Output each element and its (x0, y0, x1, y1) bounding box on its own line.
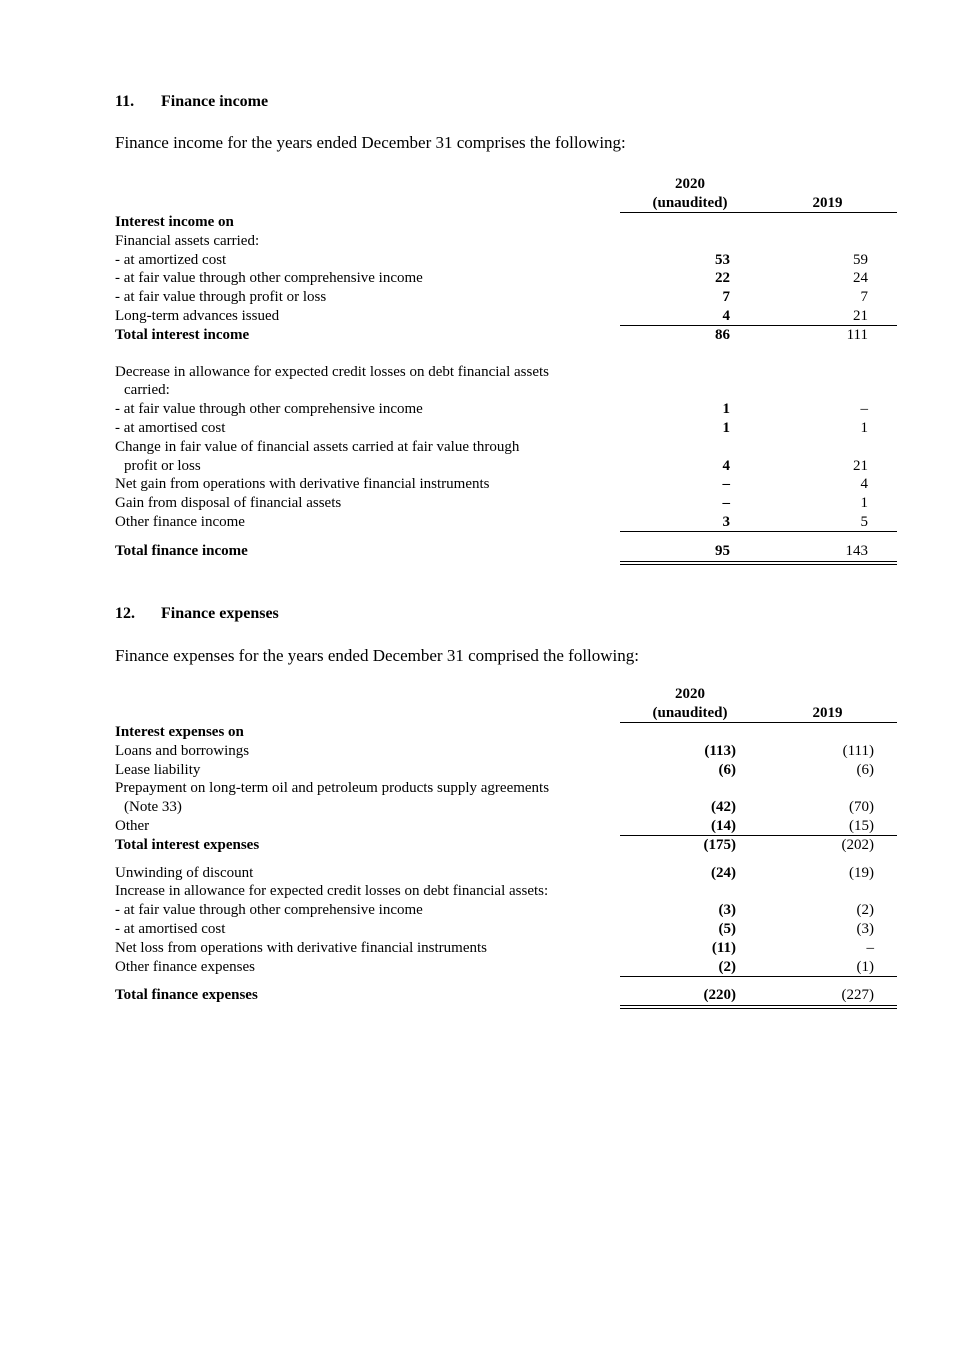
col-2020-header (620, 685, 760, 722)
value-2019: 111 (846, 326, 868, 343)
row-label: Change in fair value of financial assets carried at fair value through (115, 438, 520, 455)
value-2019: 1 (860, 495, 868, 512)
row-label: (Note 33) (124, 799, 182, 816)
finance-expenses-row (115, 958, 897, 977)
value-2020: 1 (722, 401, 730, 418)
row-label: carried: (124, 382, 170, 399)
value-2020: 1 (722, 419, 730, 436)
value-2019: 1 (860, 419, 868, 436)
finance-income-row (115, 457, 897, 476)
value-2020: (2) (718, 958, 736, 975)
row-label: Prepayment on long-term oil and petroleum products supply agreements (115, 780, 550, 797)
value-2020: 4 (722, 457, 730, 474)
row-label: Net gain from operations with derivative financial instruments (115, 476, 490, 493)
value-2020: (24) (711, 864, 736, 881)
row-label: Total interest expenses (115, 836, 260, 853)
finance-expenses-row (115, 920, 897, 939)
row-label: Increase in allowance for expected credit losses on debt financial assets: (115, 883, 549, 900)
finance-income-row (115, 288, 897, 307)
finance-expenses-row (115, 836, 897, 855)
finance-expenses-table (115, 685, 897, 1005)
row-label: Interest income on (115, 214, 234, 230)
row-label: - at fair value through other comprehensive income (115, 401, 423, 418)
underline (620, 976, 897, 977)
value-2019: 4 (860, 476, 868, 493)
value-2020: 3 (722, 513, 730, 530)
value-2019: (70) (849, 799, 874, 816)
value-2020: (11) (711, 939, 736, 956)
value-2020: 22 (715, 270, 730, 287)
finance-income-rows (115, 213, 897, 561)
finance-expenses-row (115, 882, 897, 901)
finance-expenses-row (115, 864, 897, 883)
value-2019: (227) (841, 987, 874, 1004)
finance-expenses-row (115, 817, 897, 836)
finance-expenses-header (115, 685, 897, 723)
finance-expenses-row (115, 798, 897, 817)
value-2019: (15) (849, 817, 874, 834)
finance-expenses-row (115, 742, 897, 761)
value-2019: – (866, 939, 874, 956)
value-2020: 7 (722, 289, 730, 306)
finance-income-row (115, 326, 897, 345)
value-2020: 86 (715, 326, 730, 343)
section-11-intro: Finance income for the years ended December 31 comprises the following: (115, 133, 626, 152)
finance-expenses-row (115, 761, 897, 780)
row-label: - at amortised cost (115, 419, 226, 436)
value-2019: 21 (853, 457, 868, 474)
value-2019: 7 (860, 289, 868, 306)
col-2020-note: (unaudited) (652, 704, 728, 721)
value-2019: 59 (853, 251, 868, 268)
finance-income-row (115, 381, 897, 400)
finance-income-row (115, 251, 897, 270)
value-2020: (113) (704, 742, 736, 759)
value-2020: 4 (722, 307, 730, 324)
double-underline (620, 561, 897, 565)
row-label: Interest expenses on (115, 724, 244, 740)
row-spacer (115, 855, 897, 864)
finance-expenses-row (115, 779, 897, 798)
value-2020: (14) (711, 817, 736, 834)
row-label: Total finance income (115, 542, 248, 559)
row-label: - at amortised cost (115, 920, 226, 937)
row-label: Total interest income (115, 326, 250, 343)
section-12-intro: Finance expenses for the years ended December 31 comprised the following: (115, 646, 639, 665)
finance-income-row (115, 213, 897, 232)
col-2020-year: 2020 (675, 686, 705, 702)
value-2019: 143 (845, 542, 868, 559)
value-2019: 24 (853, 270, 868, 287)
value-2019: (2) (856, 902, 874, 919)
row-label: - at fair value through other comprehensive income (115, 902, 423, 919)
row-label: Decrease in allowance for expected credit losses on debt financial assets (115, 363, 549, 380)
finance-income-table (115, 175, 897, 561)
finance-income-row (115, 513, 897, 532)
finance-income-row (115, 419, 897, 438)
value-2020: (6) (718, 761, 736, 778)
section-11-title: Finance income (161, 93, 269, 110)
value-2019: 21 (853, 307, 868, 324)
value-2019: (1) (856, 958, 874, 975)
finance-expenses-rows (115, 723, 897, 1005)
row-label: - at fair value through profit or loss (115, 289, 327, 306)
value-2020: (3) (718, 902, 736, 919)
row-spacer (115, 532, 897, 542)
row-label: Gain from disposal of financial assets (115, 495, 342, 512)
finance-expenses-row (115, 939, 897, 958)
col-2019-header: 2019 (812, 704, 843, 721)
row-label: Loans and borrowings (115, 742, 250, 759)
row-label: Unwinding of discount (115, 864, 254, 881)
row-label: Total finance expenses (115, 987, 258, 1004)
row-label: Net loss from operations with derivative financial instruments (115, 939, 487, 956)
value-2019: (19) (849, 864, 874, 881)
finance-income-row (115, 400, 897, 419)
value-2020: (175) (703, 836, 736, 853)
row-label: Other finance income (115, 513, 245, 530)
value-2019: (111) (842, 742, 874, 759)
row-label: profit or loss (124, 457, 201, 474)
value-2020: 95 (715, 542, 730, 559)
row-label: Other (115, 817, 150, 834)
finance-income-row (115, 438, 897, 457)
row-label: Other finance expenses (115, 958, 255, 975)
row-label: - at amortized cost (115, 251, 227, 268)
col-2019-header: 2019 (812, 194, 843, 211)
value-2019: 5 (860, 513, 868, 530)
value-2019: (202) (841, 836, 874, 853)
finance-income-row (115, 307, 897, 326)
double-underline (620, 1005, 897, 1009)
finance-expenses-row (115, 901, 897, 920)
row-label: Long-term advances issued (115, 307, 280, 324)
row-label: Lease liability (115, 761, 201, 778)
finance-income-row (115, 475, 897, 494)
value-2020: – (722, 495, 730, 512)
value-2020: – (722, 476, 730, 493)
row-spacer (115, 976, 897, 986)
value-2019: (6) (856, 761, 874, 778)
value-2020: 53 (715, 251, 730, 268)
finance-income-row (115, 363, 897, 382)
finance-income-row (115, 494, 897, 513)
finance-income-row (115, 232, 897, 251)
row-label: Financial assets carried: (115, 232, 260, 249)
col-2020-note: (unaudited) (652, 194, 728, 211)
finance-income-row (115, 269, 897, 288)
section-12-number: 12. (115, 605, 135, 622)
value-2020: (5) (718, 920, 736, 937)
section-11-heading (115, 93, 268, 111)
col-2020-header (620, 175, 760, 212)
section-11-number: 11. (115, 93, 135, 110)
finance-income-row (115, 542, 897, 561)
row-label: - at fair value through other comprehensive income (115, 270, 423, 287)
value-2019: – (860, 401, 868, 418)
finance-income-header (115, 175, 897, 213)
underline (620, 531, 897, 532)
col-2020-year: 2020 (675, 176, 705, 192)
section-12-heading (115, 605, 279, 623)
row-spacer (115, 345, 897, 363)
finance-expenses-row (115, 986, 897, 1005)
finance-expenses-row (115, 723, 897, 742)
section-12-title: Finance expenses (161, 605, 279, 622)
value-2020: (42) (711, 799, 736, 816)
value-2019: (3) (856, 920, 874, 937)
value-2020: (220) (703, 987, 736, 1004)
